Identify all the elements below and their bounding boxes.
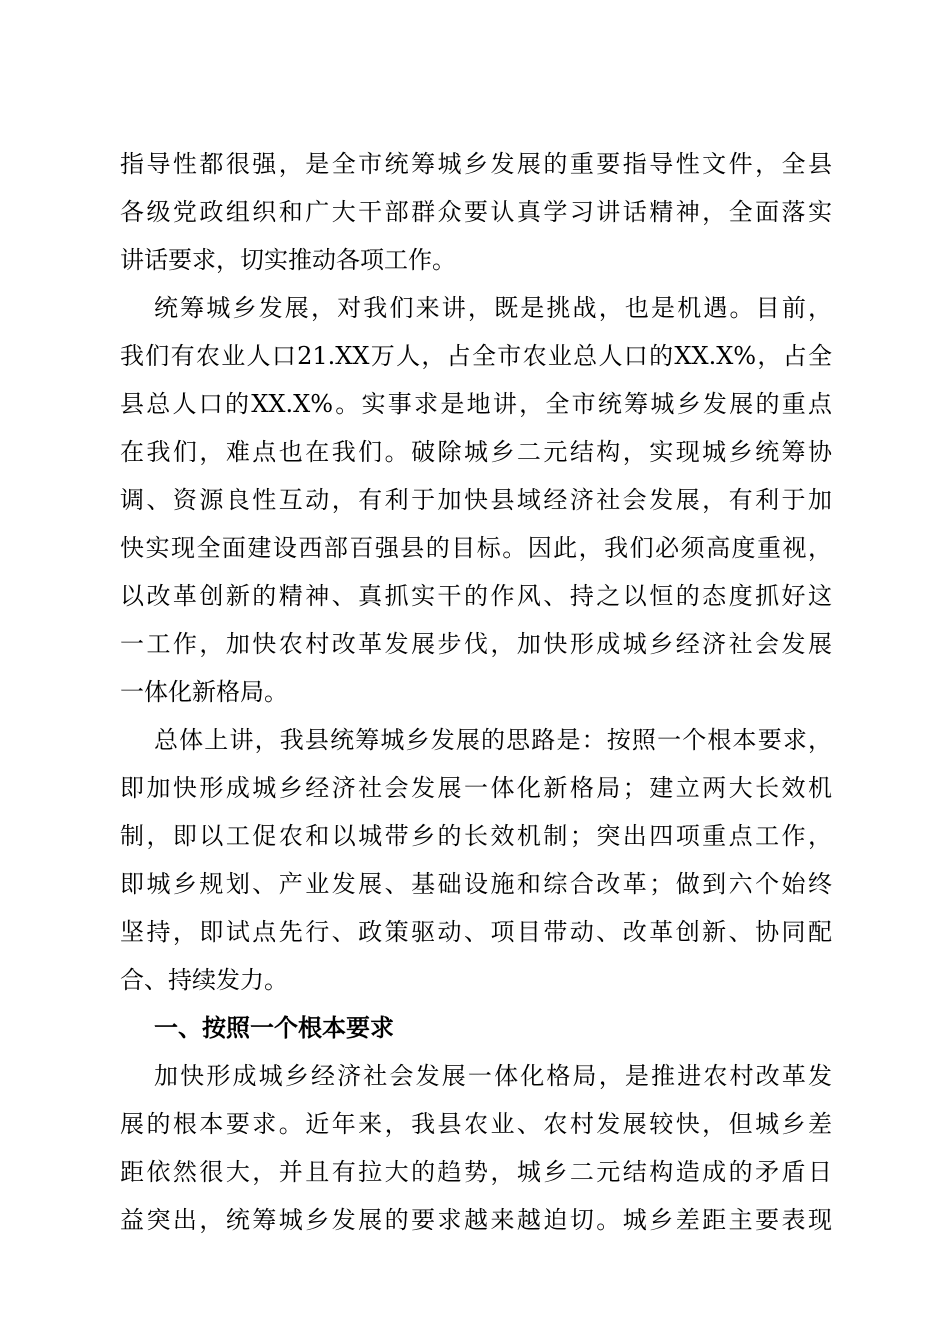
text-line: 即加快形成城乡经济社会发展一体化新格局；建立两大长效机 — [120, 774, 832, 802]
text-line: 快实现全面建设西部百强县的目标。因此，我们必须高度重视， — [120, 534, 832, 562]
text-line: 坚持，即试点先行、政策驱动、项目带动、改革创新、协同配 — [120, 918, 832, 946]
paragraph-start-line: 统筹城乡发展，对我们来讲，既是挑战，也是机遇。目前， — [154, 294, 832, 322]
text-line: 合、持续发力。 — [120, 966, 288, 994]
text-line: 距依然很大，并且有拉大的趋势，城乡二元结构造成的矛盾日 — [120, 1158, 832, 1186]
text-line: 县总人口的XX.X%。实事求是地讲，全市统筹城乡发展的重点 — [120, 390, 832, 418]
paragraph-start-line: 总体上讲，我县统筹城乡发展的思路是：按照一个根本要求， — [154, 726, 832, 754]
text-line: 展的根本要求。近年来，我县农业、农村发展较快，但城乡差 — [120, 1110, 832, 1138]
text-line: 制，即以工促农和以城带乡的长效机制；突出四项重点工作， — [120, 822, 832, 850]
text-line: 指导性都很强，是全市统筹城乡发展的重要指导性文件，全县 — [120, 150, 832, 178]
text-line: 即城乡规划、产业发展、基础设施和综合改革；做到六个始终 — [120, 870, 832, 898]
text-line: 在我们，难点也在我们。破除城乡二元结构，实现城乡统筹协 — [120, 438, 832, 466]
text-line: 我们有农业人口21.XX万人，占全市农业总人口的XX.X%，占全 — [120, 342, 832, 370]
section-heading: 一、按照一个根本要求 — [154, 1014, 394, 1042]
text-line: 调、资源良性互动，有利于加快县域经济社会发展，有利于加 — [120, 486, 832, 514]
body-text — [120, 140, 832, 1244]
text-line: 以改革创新的精神、真抓实干的作风、持之以恒的态度抓好这 — [120, 582, 832, 610]
text-line: 讲话要求，切实推动各项工作。 — [120, 246, 456, 274]
text-line: 一工作，加快农村改革发展步伐，加快形成城乡经济社会发展 — [120, 630, 832, 658]
text-line: 一体化新格局。 — [120, 678, 288, 706]
text-line: 各级党政组织和广大干部群众要认真学习讲话精神，全面落实 — [120, 198, 832, 226]
text-line: 益突出，统筹城乡发展的要求越来越迫切。城乡差距主要表现 — [120, 1206, 832, 1234]
paragraph-start-line: 加快形成城乡经济社会发展一体化格局，是推进农村改革发 — [154, 1062, 832, 1090]
